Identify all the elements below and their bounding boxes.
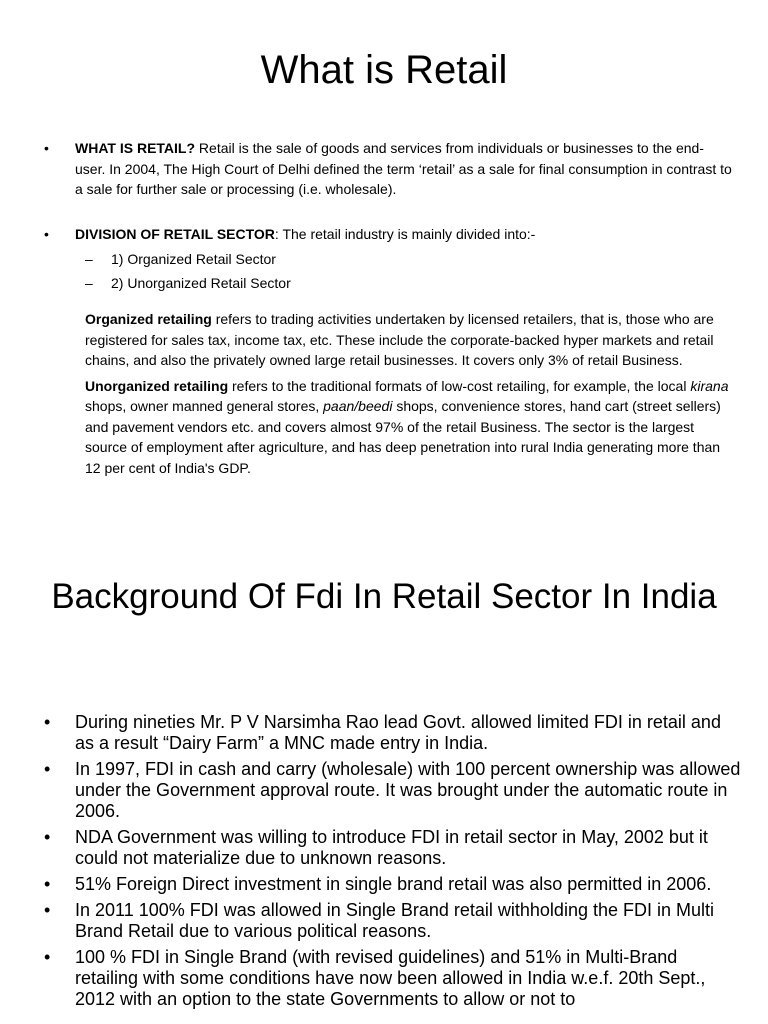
bullet-text: 100 % FDI in Single Brand (with revised guidelines) and 51% in Multi-Brand retailing with some conditions have now been allowed in India w.e.f. 20th Sept., 2012 with an option to the state Governments to allow or not to [75, 947, 706, 1009]
bullet-marker: • [44, 827, 51, 847]
slide-body [44, 712, 744, 1015]
paragraph-body: shops, owner manned general stores, [85, 398, 324, 414]
bullet-item [44, 827, 744, 869]
sub-list [85, 247, 734, 295]
paragraph-lead: Organized retailing [85, 311, 212, 327]
bullet-item [44, 947, 744, 1010]
slide-title: What is Retail [260, 48, 508, 92]
bullet-text [75, 224, 734, 245]
paragraph-italic-term: kirana [690, 377, 729, 394]
bullet-marker: • [44, 900, 51, 920]
bullet-item [44, 138, 734, 200]
slide-title: Background Of Fdi In Retail Sector In India [51, 577, 717, 616]
bullet-marker: • [44, 874, 51, 894]
bullet-text [75, 138, 734, 200]
bullet-text: 51% Foreign Direct investment in single brand retail was also permitted in 2006. [75, 874, 712, 894]
sub-list-item [85, 271, 734, 295]
bullet-text: In 2011 100% FDI was allowed in Single Brand retail withholding the FDI in Multi Brand Retail due to various political reasons. [75, 900, 714, 941]
bullet-item [44, 712, 744, 754]
bullet-text: NDA Government was willing to introduce FDI in retail sector in May, 2002 but it could not materialize due to unknown reasons. [75, 827, 708, 868]
bullet-text: During nineties Mr. P V Narsimha Rao lead Govt. allowed limited FDI in retail and as a result “Dairy Farm” a MNC made entry in India. [75, 712, 721, 753]
paragraph-body: shops, convenience stores, hand cart (street sellers) and pavement vendors etc. and covers almost 97% of the retail Business. The sector is the largest source of employment after agriculture, and has deep penetration into rural India generating more than 12 per cent of India's GDP. [85, 398, 721, 476]
bullet-body: Retail is the sale of goods and services from individuals or businesses to the end-user. In 2004, The High Court of Delhi defined the term ‘retail’ as a sale for final consumption in contrast to a sale for further sale or processing (i.e. wholesale). [75, 140, 732, 197]
bullet-marker: • [44, 712, 51, 732]
bullet-lead: DIVISION OF RETAIL SECTOR [75, 225, 275, 242]
bullet-lead: WHAT IS RETAIL? [75, 140, 196, 156]
bullet-marker: • [44, 140, 49, 156]
slide-background-fdi [0, 540, 768, 1024]
dash-marker: – [85, 251, 93, 267]
bullet-marker: • [44, 759, 51, 779]
bullet-item [44, 224, 734, 245]
paragraph-organized-retailing [44, 309, 734, 371]
paragraph-body: refers to the traditional formats of low-cost retailing, for example, the local [228, 377, 691, 394]
bullet-body: : The retail industry is mainly divided into:- [274, 225, 536, 242]
bullet-item [44, 759, 744, 822]
bullet-marker: • [44, 947, 51, 967]
bullet-marker: • [44, 225, 49, 242]
paragraph-body: refers to trading activities undertaken by licensed retailers, that is, those who are registered for sales tax, income tax, etc. These include the corporate-backed hyper markets and retail chains, and also the privately owned large retail businesses. It covers only 3% of retail Business. [85, 311, 714, 368]
bullet-text: In 1997, FDI in cash and carry (wholesale) with 100 percent ownership was allowed under the Government approval route. It was brought under the automatic route in 2006. [75, 759, 741, 821]
bullet-item [44, 900, 744, 942]
paragraph-italic-term: paan/beedi [323, 398, 393, 414]
paragraph-lead: Unorganized retailing [85, 377, 229, 394]
paragraph-unorganized-retailing [44, 376, 734, 479]
slide-body [44, 138, 734, 478]
sub-item-text: 1) Organized Retail Sector [111, 251, 276, 267]
sub-item-text: 2) Unorganized Retail Sector [111, 275, 291, 291]
dash-marker: – [85, 275, 93, 291]
sub-list-item [85, 247, 734, 271]
bullet-item [44, 874, 744, 895]
